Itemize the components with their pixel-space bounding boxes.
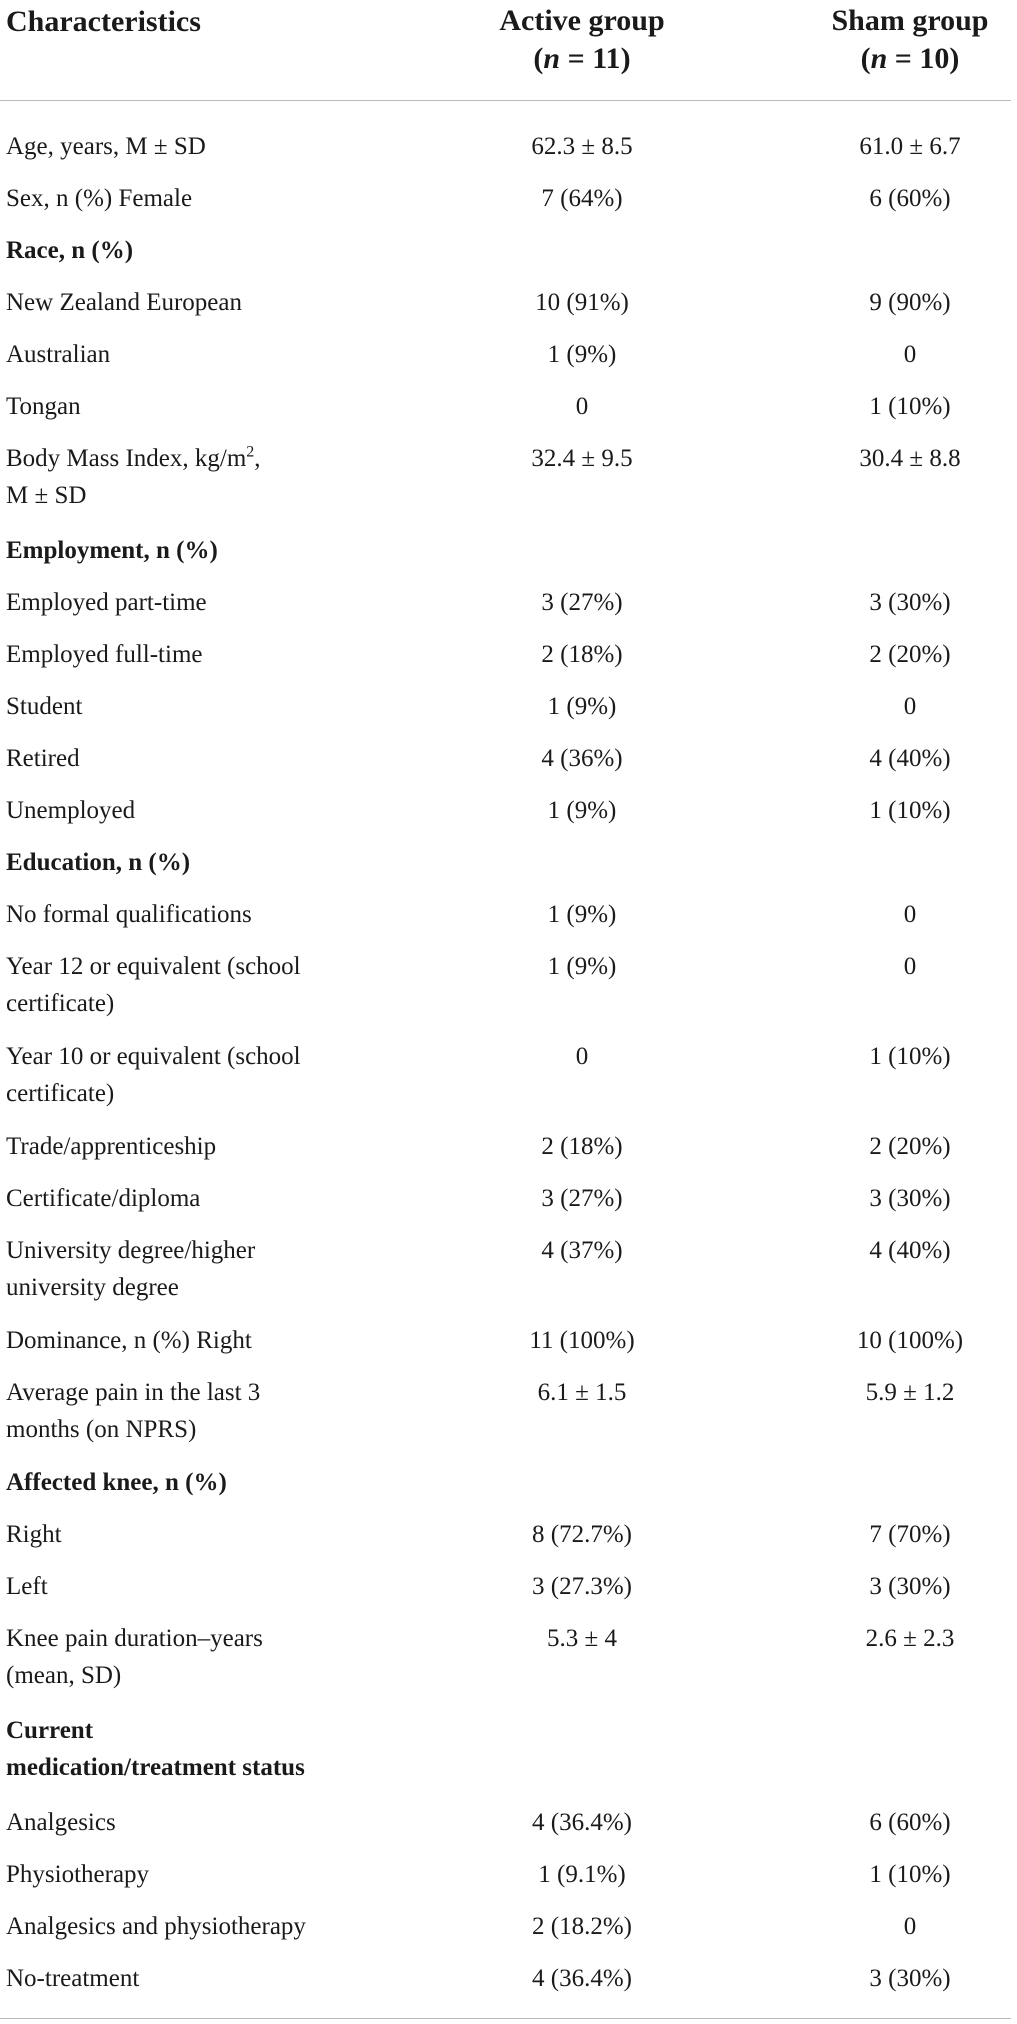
row-label [6, 1804, 356, 1841]
header-active-n: (n = 11) [533, 42, 631, 75]
label-text: University degree/higher [6, 1237, 256, 1264]
section-label [6, 532, 356, 569]
sham-group-value: 0 [903, 953, 917, 980]
sham-group-value: 1 (10%) [869, 797, 951, 824]
label-text: Analgesics and physiotherapy [6, 1913, 306, 1940]
row-label [6, 1374, 356, 1448]
label-text: Sex, n (%) Female [6, 185, 193, 212]
sham-group-value: 3 (30%) [869, 1965, 951, 1992]
label-text: New Zealand European [6, 289, 242, 316]
active-group-value: 1 (9%) [547, 953, 617, 980]
sham-group-value: 2 (20%) [869, 641, 951, 668]
active-group-value: 0 [575, 393, 589, 420]
active-group-value: 11 (100%) [529, 1327, 635, 1354]
row-label [6, 584, 356, 621]
active-group-value: 3 (27%) [541, 589, 623, 616]
active-group-value: 1 (9%) [547, 693, 617, 720]
section-label [6, 232, 356, 269]
label-text: Race, n (%) [6, 237, 134, 264]
sham-group-value: 3 (30%) [869, 589, 951, 616]
header-characteristics: Characteristics [6, 5, 201, 38]
sham-group-value: 0 [903, 901, 917, 928]
active-group-value: 1 (9%) [547, 341, 617, 368]
label-text: Tongan [6, 393, 81, 420]
label-text-line2: university degree [6, 1274, 179, 1301]
label-suffix: , [254, 445, 261, 472]
label-text: Current [6, 1717, 94, 1744]
sham-group-value: 10 (100%) [856, 1327, 964, 1354]
row-label [6, 1322, 356, 1359]
label-text-line2: M ± SD [6, 482, 87, 509]
table-header [0, 0, 1017, 100]
label-text-line2: certificate) [6, 990, 115, 1017]
sham-group-value: 1 (10%) [869, 393, 951, 420]
active-group-value: 1 (9%) [547, 797, 617, 824]
label-text-line2: medication/treatment status [6, 1754, 305, 1781]
sham-group-value: 4 (40%) [869, 1237, 951, 1264]
row-label [6, 792, 356, 829]
sham-group-value: 30.4 ± 8.8 [859, 445, 961, 472]
row-label [6, 740, 356, 777]
label-text: Right [6, 1521, 62, 1548]
active-group-value: 2 (18%) [541, 1133, 623, 1160]
row-label [6, 688, 356, 725]
label-text: Employed full-time [6, 641, 203, 668]
active-group-value: 10 (91%) [535, 289, 629, 316]
active-group-value: 3 (27%) [541, 1185, 623, 1212]
row-label [6, 284, 356, 321]
row-label [6, 1856, 356, 1893]
sham-group-value: 2.6 ± 2.3 [865, 1625, 955, 1652]
header-active-n-var: n [543, 42, 561, 75]
sham-group-value: 2 (20%) [869, 1133, 951, 1160]
header-sham-n-var: n [870, 42, 888, 75]
label-text: Australian [6, 341, 111, 368]
label-text: Certificate/diploma [6, 1185, 201, 1212]
sham-group-value: 6 (60%) [869, 1809, 951, 1836]
active-group-value: 5.3 ± 4 [547, 1625, 617, 1652]
active-group-value: 0 [575, 1043, 589, 1070]
sham-group-value: 5.9 ± 1.2 [865, 1379, 955, 1406]
label-text-line2: months (on NPRS) [6, 1416, 197, 1443]
row-label [6, 440, 356, 514]
active-group-value: 6.1 ± 1.5 [537, 1379, 627, 1406]
row-label [6, 1180, 356, 1217]
row-label [6, 1568, 356, 1605]
row-label [6, 1128, 356, 1165]
label-text: Unemployed [6, 797, 136, 824]
label-text: Retired [6, 745, 80, 772]
row-label [6, 948, 356, 1022]
label-text: Age, years, M ± SD [6, 133, 206, 160]
label-text: Year 10 or equivalent (school [6, 1043, 301, 1070]
bottom-rule [0, 2018, 1011, 2019]
sham-group-value: 0 [903, 1913, 917, 1940]
row-label [6, 636, 356, 673]
active-group-value: 7 (64%) [541, 185, 623, 212]
header-active-group [422, 2, 742, 78]
row-label [6, 128, 356, 165]
active-group-value: 4 (36%) [541, 745, 623, 772]
section-label [6, 844, 356, 881]
row-label [6, 336, 356, 373]
active-group-value: 8 (72.7%) [532, 1521, 632, 1548]
sham-group-value: 4 (40%) [869, 745, 951, 772]
row-label [6, 896, 356, 933]
row-label [6, 1038, 356, 1112]
row-label [6, 1908, 356, 1945]
active-group-value: 3 (27.3%) [532, 1573, 632, 1600]
row-label [6, 1960, 356, 1997]
active-group-value: 2 (18%) [541, 641, 623, 668]
label-text: Dominance, n (%) Right [6, 1327, 252, 1354]
header-active-title: Active group [499, 4, 665, 37]
header-sham-n-value: = 10 [887, 42, 950, 75]
sham-group-value: 3 (30%) [869, 1573, 951, 1600]
active-group-value: 62.3 ± 8.5 [531, 133, 633, 160]
active-group-value: 4 (37%) [541, 1237, 623, 1264]
sham-group-value: 7 (70%) [869, 1521, 951, 1548]
sham-group-value: 9 (90%) [869, 289, 951, 316]
sham-group-value: 3 (30%) [869, 1185, 951, 1212]
label-text: Knee pain duration–years [6, 1625, 263, 1652]
label-text: Year 12 or equivalent (school [6, 953, 301, 980]
label-text: Affected knee, n (%) [6, 1469, 227, 1496]
header-sham-group [750, 2, 1017, 78]
label-text: No-treatment [6, 1965, 140, 1992]
active-group-value: 4 (36.4%) [532, 1809, 632, 1836]
sham-group-value: 0 [903, 693, 917, 720]
sham-group-value: 1 (10%) [869, 1043, 951, 1070]
label-text: Employed part-time [6, 589, 207, 616]
label-text-line2: (mean, SD) [6, 1662, 122, 1689]
label-text: Physiotherapy [6, 1861, 150, 1888]
header-active-n-value: = 11 [560, 42, 621, 75]
active-group-value: 4 (36.4%) [532, 1965, 632, 1992]
label-text: Employment, n (%) [6, 537, 218, 564]
sham-group-value: 6 (60%) [869, 185, 951, 212]
header-sham-title: Sham group [831, 4, 989, 37]
label-text: Student [6, 693, 83, 720]
label-text: Education, n (%) [6, 849, 191, 876]
sham-group-value: 61.0 ± 6.7 [859, 133, 961, 160]
row-label [6, 1620, 356, 1694]
header-sham-n: (n = 10) [860, 42, 960, 75]
active-group-value: 1 (9%) [547, 901, 617, 928]
label-text: No formal qualifications [6, 901, 252, 928]
label-superscript: 2 [246, 443, 255, 461]
active-group-value: 2 (18.2%) [532, 1913, 632, 1940]
active-group-value: 32.4 ± 9.5 [531, 445, 633, 472]
row-label [6, 180, 356, 217]
label-text: Average pain in the last 3 [6, 1379, 261, 1406]
sham-group-value: 0 [903, 341, 917, 368]
label-text-line2: certificate) [6, 1080, 115, 1107]
label-text: Body Mass Index, kg/m [6, 445, 247, 472]
label-text: Left [6, 1573, 48, 1600]
header-rule [0, 100, 1011, 101]
section-label [6, 1712, 356, 1786]
row-label [6, 1232, 356, 1306]
label-text: Analgesics [6, 1809, 116, 1836]
sham-group-value: 1 (10%) [869, 1861, 951, 1888]
label-text: Trade/apprenticeship [6, 1133, 217, 1160]
active-group-value: 1 (9.1%) [538, 1861, 626, 1888]
row-label [6, 388, 356, 425]
section-label [6, 1464, 356, 1501]
row-label [6, 1516, 356, 1553]
